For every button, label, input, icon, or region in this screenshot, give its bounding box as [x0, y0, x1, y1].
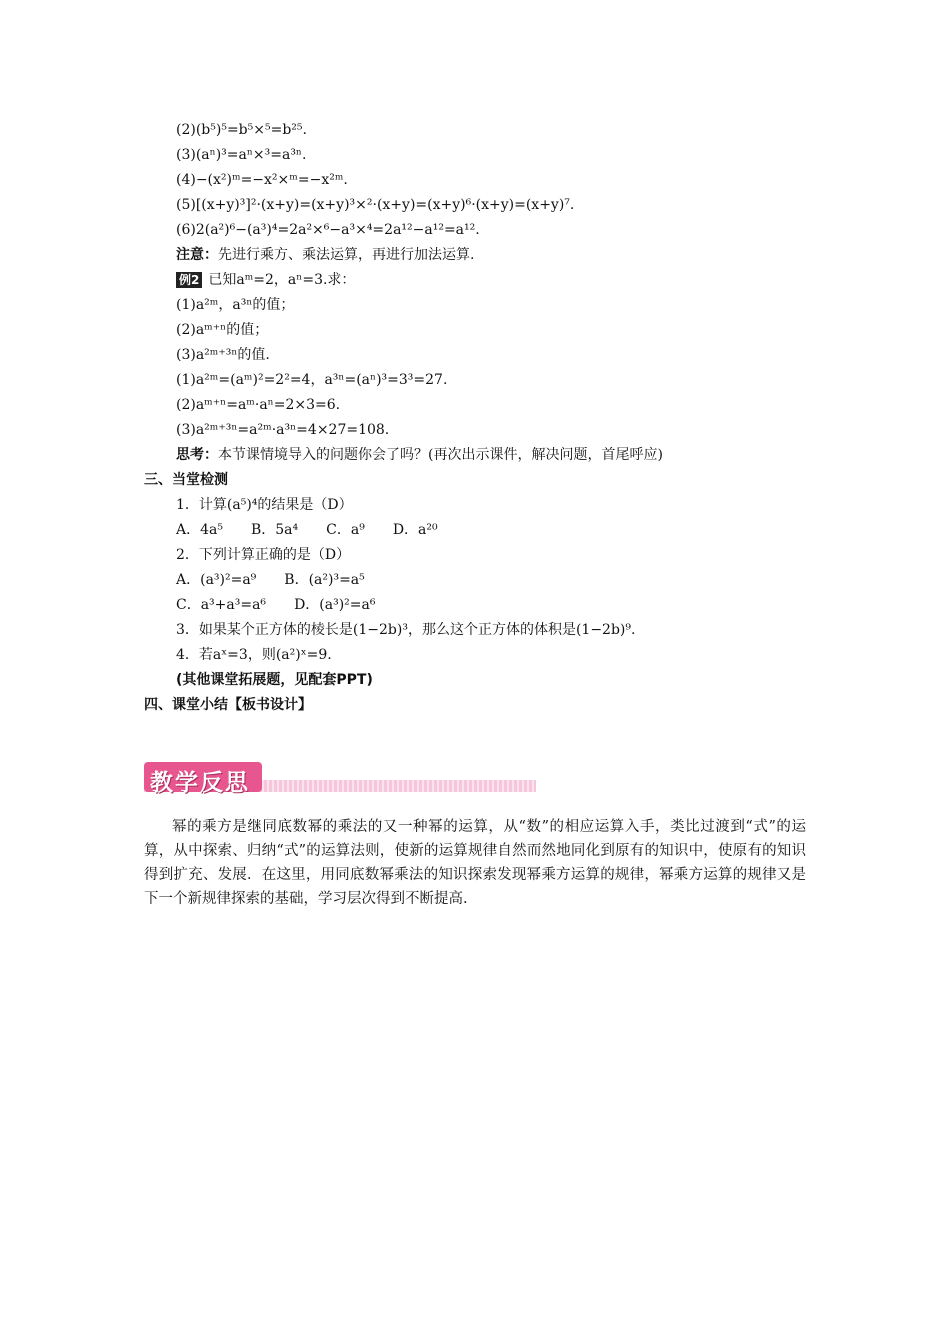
- question-2: (2)aᵐ⁺ⁿ的值；: [176, 322, 269, 338]
- option-c: C．a⁹: [326, 522, 365, 538]
- think-line: [176, 445, 663, 465]
- line-s2: (2)(b⁵)⁵=b⁵×⁵=b²⁵.: [176, 122, 307, 138]
- answer-3: (3)a²ᵐ⁺³ⁿ=a²ᵐ·a³ⁿ=4×27=108.: [176, 422, 390, 438]
- example-badge: 例2: [176, 272, 202, 288]
- check-q4: 4．若aˣ=3，则(a²)ˣ=9.: [176, 647, 332, 663]
- question-1: (1)a²ᵐ，a³ⁿ的值；: [176, 297, 295, 313]
- extra-note: (其他课堂拓展题，见配套PPT): [176, 672, 373, 688]
- think-label: 思考：: [176, 447, 218, 463]
- question-3: (3)a²ᵐ⁺³ⁿ的值.: [176, 347, 270, 363]
- reflection-banner: [144, 760, 536, 796]
- check-q3: 3．如果某个正方体的棱长是(1−2b)³，那么这个正方体的体积是(1−2b)⁹.: [176, 622, 636, 638]
- answer-2: (2)aᵐ⁺ⁿ=aᵐ·aⁿ=2×3=6.: [176, 397, 341, 413]
- think-text: 本节课情境导入的问题你会了吗？(再次出示课件，解决问题，首尾呼应): [218, 447, 663, 463]
- reflection-paragraph: 幂的乘方是继同底数幂的乘法的又一种幂的运算，从“数”的相应运算入手，类比过渡到“式”的运算，从中探索、归纳“式”的运算法则，使新的运算规律自然而然地同化到原有的知识中，使原有的知识得到扩充、发展．在这里，用同底数幂乘法的知识探索发现幂乘方运算的规律，幂乘方运算的规律又是下一个新规律探索的基础，学习层次得到不断提高.: [144, 819, 806, 907]
- banner-title: 教学反思: [150, 770, 250, 796]
- line-s5: (5)[(x+y)³]²·(x+y)=(x+y)³×²·(x+y)=(x+y)⁶·(x+y)=(x+y)⁷.: [176, 197, 575, 213]
- check-q1-options: [176, 520, 466, 540]
- line-s6: (6)2(a²)⁶−(a³)⁴=2a²×⁶−a³×⁴=2a¹²−a¹²=a¹².: [176, 222, 480, 238]
- option-b: B．5a⁴: [250, 522, 299, 538]
- section-3-heading: 三、当堂检测: [144, 472, 228, 488]
- option-d: D．a²⁰: [392, 522, 438, 538]
- example-2-line: [176, 270, 355, 290]
- answer-1: (1)a²ᵐ=(aᵐ)²=2²=4，a³ⁿ=(aⁿ)³=3³=27.: [176, 372, 448, 388]
- check-q1: 1．计算(a⁵)⁴的结果是（D）: [176, 497, 353, 513]
- option-c: C．a³+a³=a⁶: [176, 597, 267, 613]
- option-b: B．(a²)³=a⁵: [284, 572, 365, 588]
- option-a: A．4a⁵: [176, 522, 223, 538]
- line-s4: (4)−(x²)ᵐ=−x²×ᵐ=−x²ᵐ.: [176, 172, 348, 188]
- option-a: A．(a³)²=a⁹: [176, 572, 257, 588]
- option-d: D．(a³)²=a⁶: [294, 597, 376, 613]
- check-q2-options-row2: [176, 595, 403, 615]
- note-text: 先进行乘方、乘法运算，再进行加法运算.: [218, 247, 475, 263]
- section-4-heading: 四、课堂小结【板书设计】: [144, 697, 312, 713]
- note-label: 注意：: [176, 247, 218, 263]
- example-2-text: 已知aᵐ=2，aⁿ=3.求：: [208, 272, 356, 288]
- check-q2: 2．下列计算正确的是（D）: [176, 547, 351, 563]
- note-line: [176, 245, 474, 265]
- line-s3: (3)(aⁿ)³=aⁿ×³=a³ⁿ.: [176, 147, 307, 163]
- check-q2-options-row1: [176, 570, 393, 590]
